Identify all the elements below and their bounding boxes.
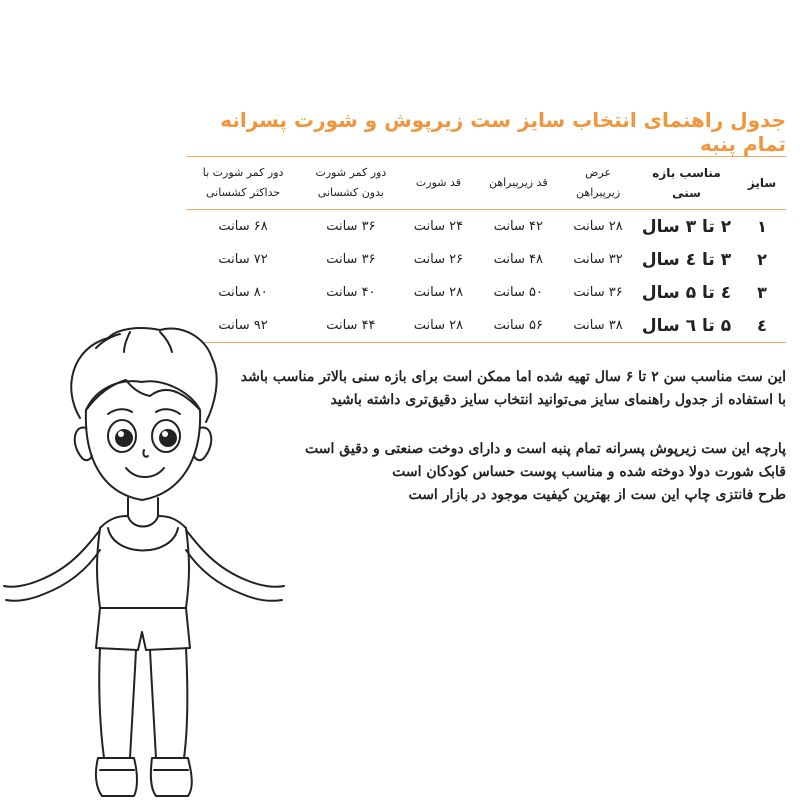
page-title: جدول راهنمای انتخاب سایز ست زیرپوش و شورت پسرانه تمام پنبه <box>220 108 786 156</box>
cell-waist-relaxed: ۴۴ سانت <box>326 318 376 333</box>
cell-age: ۲ تا ۳ سال <box>641 216 732 237</box>
usage-note <box>240 366 786 412</box>
header-size: سایز <box>747 176 777 190</box>
cell-shorts-length: ۲۸ سانت <box>413 318 464 333</box>
cell-age: ۳ تا ٤ سال <box>641 249 732 270</box>
cell-shirt-length: ۵۰ سانت <box>493 285 543 300</box>
cell-shirt-width: ۳۲ سانت <box>573 252 623 267</box>
cell-waist-stretched: ۹۲ سانت <box>218 318 268 333</box>
table-row <box>186 243 786 276</box>
cell-size: ۳ <box>757 283 767 302</box>
cell-shirt-length: ۴۸ سانت <box>493 252 543 267</box>
header-waist-stretched: دور کمر شورت با حداکثر کشسانی <box>202 166 284 199</box>
cell-waist-relaxed: ۴۰ سانت <box>326 285 376 300</box>
note-line: قابک شورت دولا دوخته شده و مناسب پوست حساس کودکان است <box>392 464 786 480</box>
cell-waist-relaxed: ۳۶ سانت <box>326 252 376 267</box>
header-waist-relaxed: دور کمر شورت بدون کشسانی <box>315 166 387 199</box>
product-description <box>246 438 786 507</box>
header-shirt-width: عرض زیرپیراهن <box>576 166 621 199</box>
cell-shirt-width: ۳۶ سانت <box>573 285 623 300</box>
cell-shirt-length: ۴۲ سانت <box>493 219 543 234</box>
cell-waist-stretched: ۷۲ سانت <box>218 252 268 267</box>
cell-size: ٤ <box>757 316 767 335</box>
header-shorts-length: قد شورت <box>415 176 462 189</box>
boy-outline-illustration <box>0 318 300 800</box>
cell-waist-stretched: ۸۰ سانت <box>218 285 268 300</box>
cell-shirt-width: ۳۸ سانت <box>573 318 623 333</box>
cell-size: ۱ <box>757 217 767 236</box>
note-line: این ست مناسب سن ۲ تا ۶ سال تهیه شده اما ممکن است برای بازه سنی بالاتر مناسب باشد <box>240 369 786 385</box>
header-age: مناسب بازه سنی <box>652 166 721 200</box>
cell-shirt-width: ۲۸ سانت <box>573 219 623 234</box>
size-guide-table <box>186 156 786 343</box>
table-header-row <box>186 157 786 210</box>
cell-shorts-length: ۲۴ سانت <box>413 219 464 234</box>
note-line: طرح فانتزی چاپ این ست از بهترین کیفیت موجود در بازار است <box>408 487 786 503</box>
table-row <box>186 276 786 309</box>
cell-age: ٤ تا ۵ سال <box>641 282 732 303</box>
cell-waist-relaxed: ۳۶ سانت <box>326 219 376 234</box>
cell-shorts-length: ۲۸ سانت <box>413 285 464 300</box>
cell-shorts-length: ۲۶ سانت <box>413 252 464 267</box>
header-shirt-length: قد زیرپیراهن <box>488 176 548 189</box>
note-line: پارچه این ست زیرپوش پسرانه تمام پنبه است و دارای دوخت صنعتی و دقیق است <box>305 441 786 457</box>
cell-size: ۲ <box>757 250 767 269</box>
note-line: با استفاده از جدول راهنمای سایز می‌توانید انتخاب سایز دقیق‌تری داشته باشید <box>330 392 786 408</box>
cell-age: ۵ تا ٦ سال <box>641 315 732 336</box>
cell-waist-stretched: ۶۸ سانت <box>218 219 268 234</box>
table-row <box>186 210 786 244</box>
cell-shirt-length: ۵۶ سانت <box>493 318 543 333</box>
